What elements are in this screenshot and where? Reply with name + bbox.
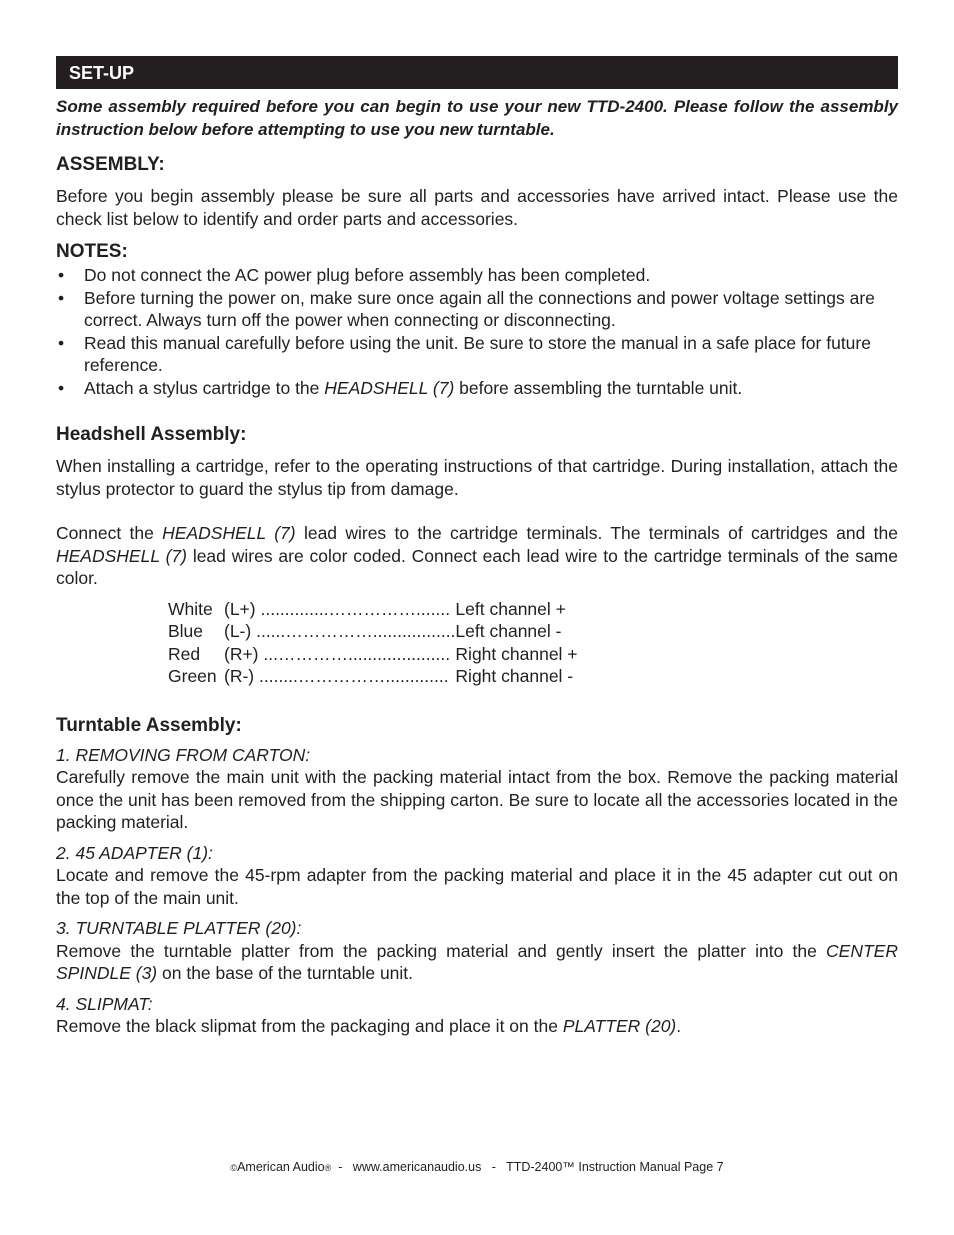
notes-heading: NOTES: [56,241,128,262]
note-item: • Before turning the power on, make sure once again all the connections and power voltage settings are correct. Always turn off the power when connecting or disconnecting. [58,287,875,330]
section-header-bar [56,56,898,89]
note-item: • Read this manual carefully before using the unit. Be sure to store the manual in a safe place for future reference. [58,332,871,375]
step-3-label: 3. TURNTABLE PLATTER (20): [56,918,302,938]
dot-leader: ........……………............. [259,666,449,686]
wire-code: (R-) [224,666,255,686]
table-row [168,620,578,643]
step-4-text: Remove the black slipmat from the packaging and place it on the PLATTER (20). [56,1016,682,1036]
wire-color: Red [168,643,201,664]
bullet-icon: • [58,332,65,353]
dot-leader: ...…………..................... [263,643,451,664]
wire-channel: Left channel - [455,621,562,641]
bullet-icon: • [58,287,65,308]
dot-leader: ..............……………....... [260,598,451,619]
wire-color-table [168,598,578,688]
notes-list [56,264,898,399]
copyright-symbol: © [230,1163,238,1173]
footer-text: - www.americanaudio.us - TTD-2400™ Instruction Manual Page 7 [331,1160,724,1174]
wire-channel: Left channel + [455,598,566,619]
turntable-heading: Turntable Assembly: [56,714,242,736]
table-row [168,598,578,621]
intro-text: Some assembly required before you can begin to use your new TTD-2400. Please follow the assembly instruction below before attempting to use you new turntable. [56,97,898,139]
wire-code: (L+) [224,598,256,619]
bullet-icon: • [58,265,65,285]
assembly-text: Before you begin assembly please be sure all parts and accessories have arrived intact. Please use the check list below to identify and order parts and accessories. [56,186,898,229]
table-row [168,665,578,688]
step-3-text: Remove the turntable platter from the packing material and gently insert the platter into the CENTER SPINDLE (3) on the base of the turntable unit. [56,940,898,983]
step-2-text: Locate and remove the 45-rpm adapter from the packing material and place it in the 45 adapter cut out on the top of the main unit. [56,865,898,908]
wire-code: (L-) [224,621,252,641]
step-1-text: Carefully remove the main unit with the packing material intact from the box. Remove the packing material once the unit has been removed from the shipping carton. Be sure to locate all the accessories located in the packing material. [56,767,898,832]
wire-channel: Right channel - [455,666,574,686]
wire-channel: Right channel + [455,643,578,664]
wire-color: White [168,598,213,619]
section-header-title: SET-UP [69,63,135,83]
footer-brand: American Audio [237,1160,325,1174]
step-2-label: 2. 45 ADAPTER (1): [56,842,213,863]
note-item: • Do not connect the AC power plug before assembly has been completed. [58,265,651,285]
headshell-para-1: When installing a cartridge, refer to the operating instructions of that cartridge. During installation, attach the stylus protector to guard the stylus tip from damage. [56,456,898,499]
note-item: • Attach a stylus cartridge to the HEADSHELL (7) before assembling the turntable unit. [58,377,743,398]
headshell-heading: Headshell Assembly: [56,424,247,445]
wire-code: (R+) [224,643,259,664]
page-footer [0,1160,954,1174]
step-4-label: 4. SLIPMAT: [56,993,153,1014]
registered-symbol: ® [324,1163,332,1173]
headshell-para-2: Connect the HEADSHELL (7) lead wires to the cartridge terminals. The terminals of cartridges and the HEADSHELL (7) lead wires are color coded. Connect each lead wire to the cartridge terminals of the same color. [56,523,899,588]
manual-page [56,56,898,1038]
assembly-heading: ASSEMBLY: [56,154,165,175]
bullet-icon: • [58,377,65,398]
wire-color: Blue [168,621,204,641]
step-1-label: 1. REMOVING FROM CARTON: [56,744,311,765]
table-row [168,643,578,666]
wire-color: Green [168,666,217,686]
dot-leader: ......……………................. [256,621,456,641]
